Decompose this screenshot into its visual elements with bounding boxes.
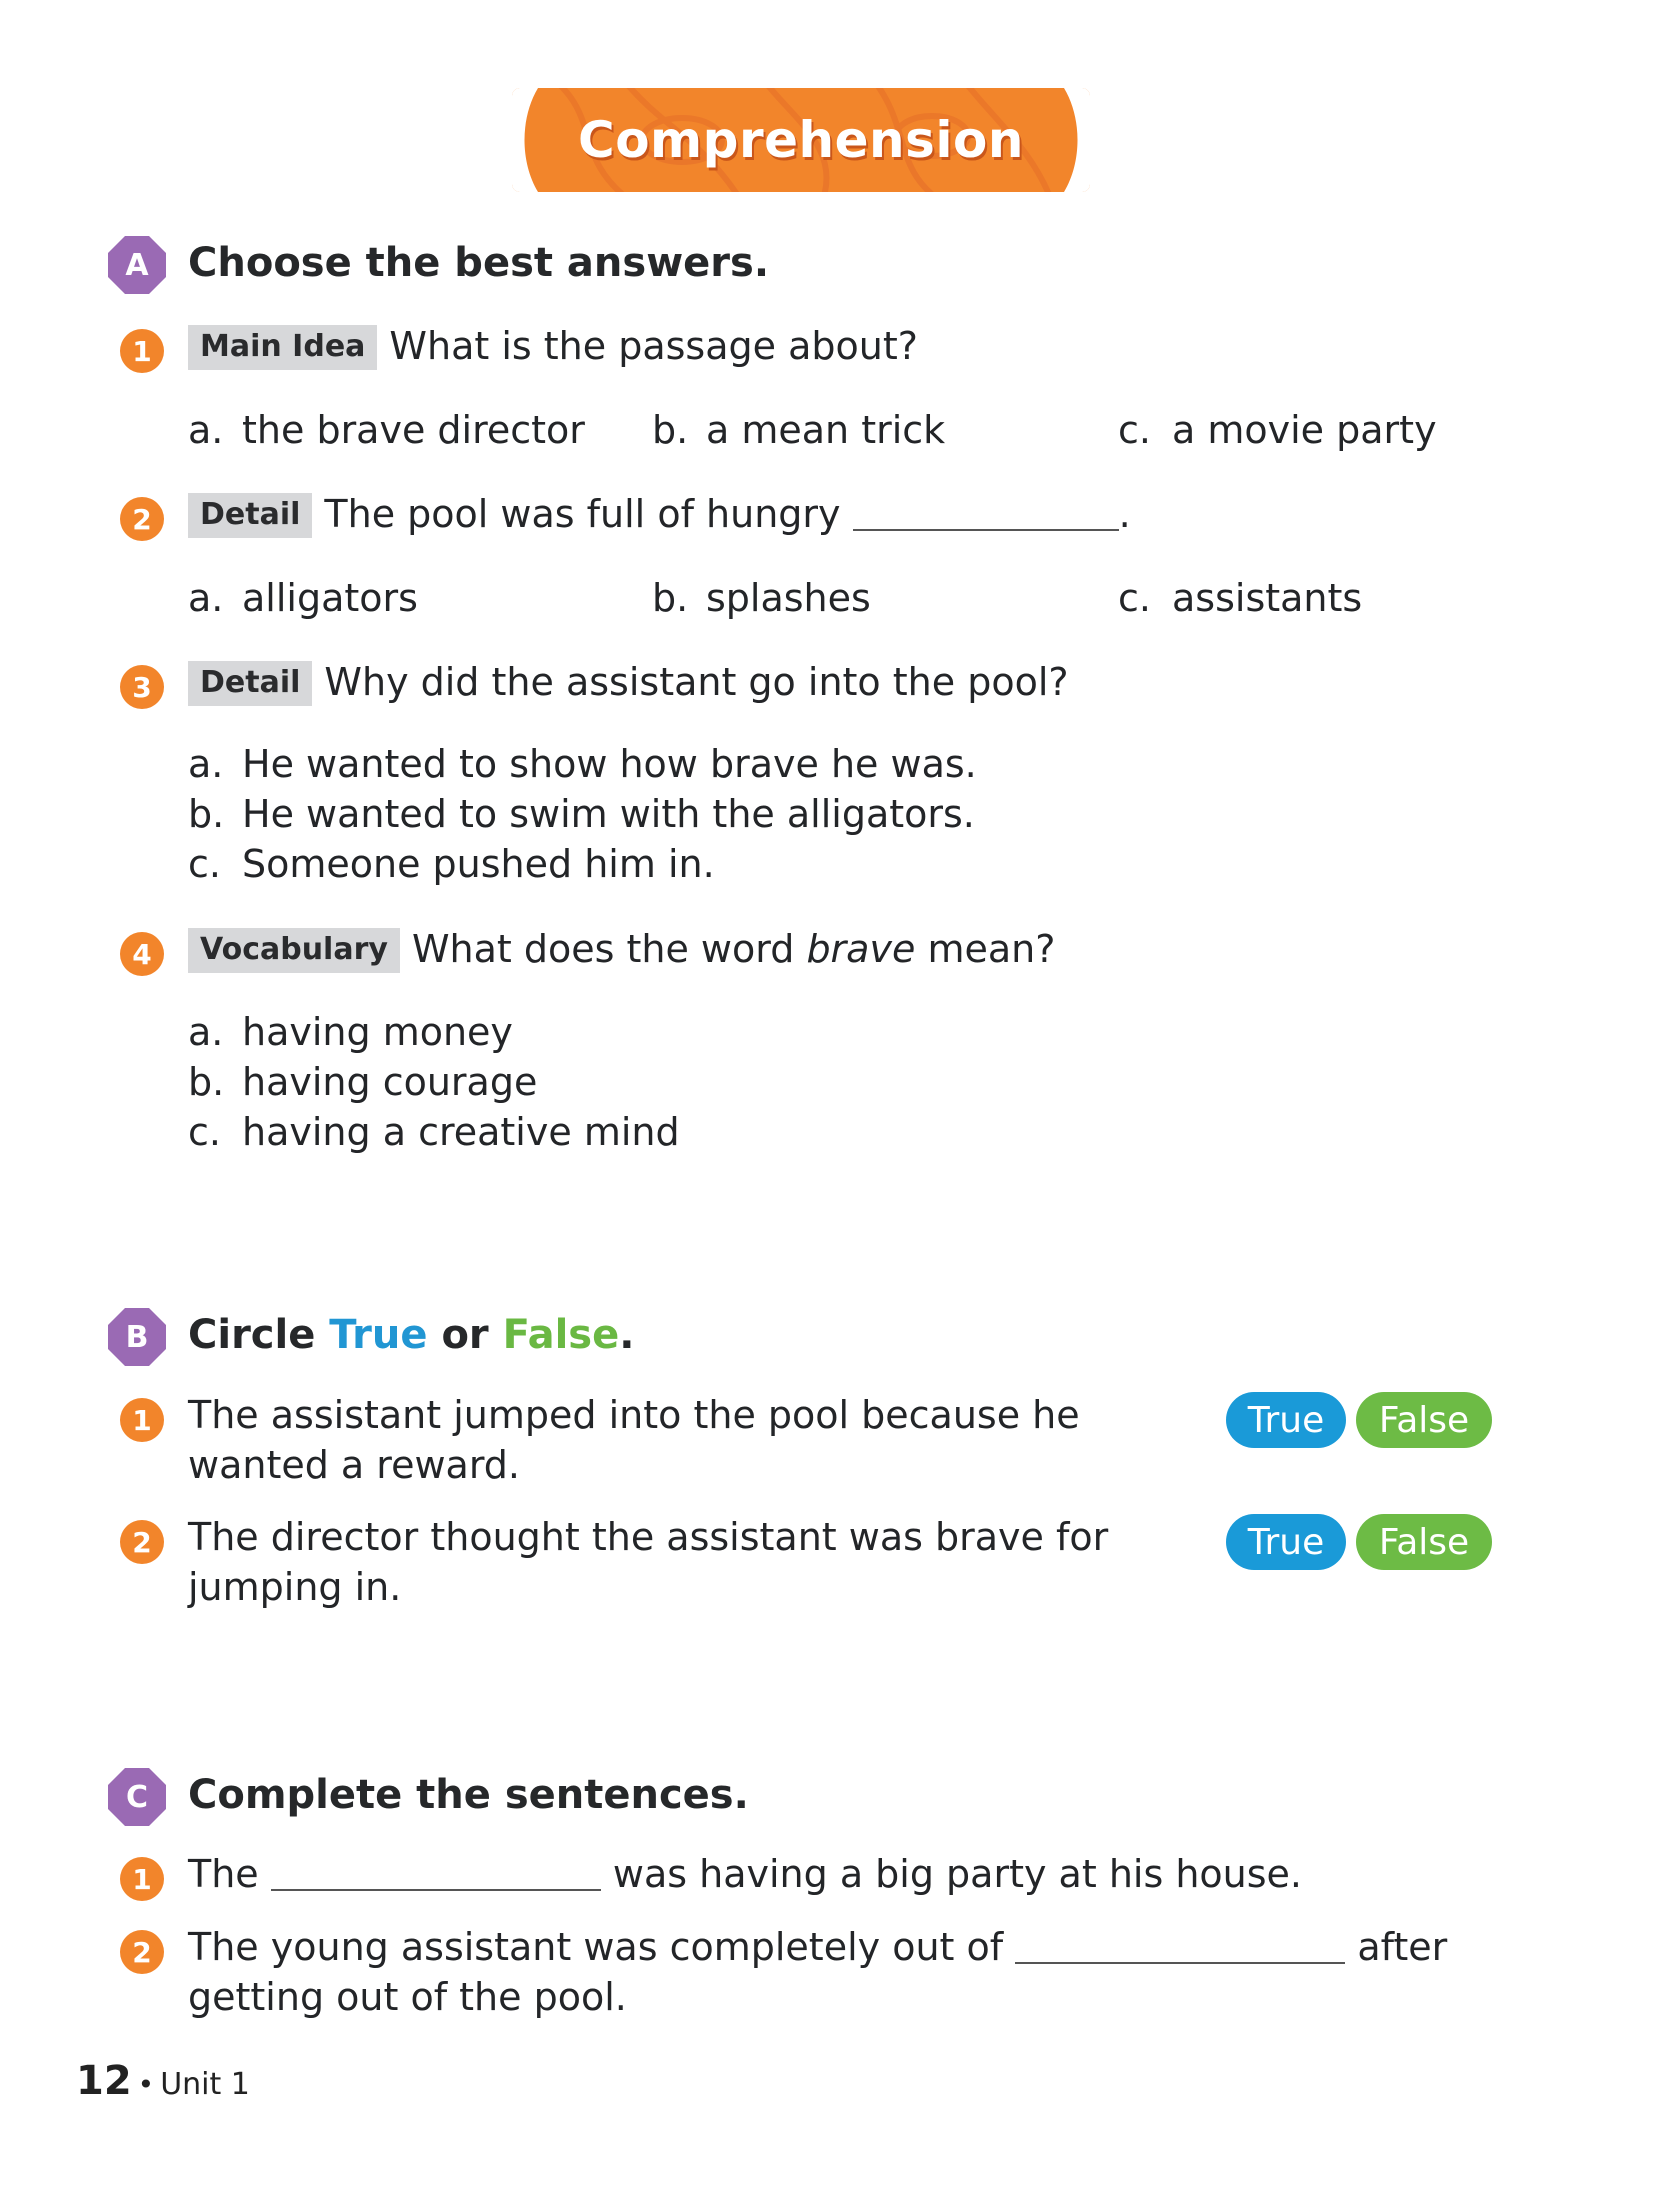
section-a-letter: A <box>125 247 149 283</box>
answer-blank[interactable] <box>1015 1962 1345 1964</box>
section-c-badge <box>108 1768 166 1826</box>
statement-line: The assistant jumped into the pool because he <box>188 1393 1080 1437</box>
sentence-text: The young assistant was completely out of <box>188 1925 1004 1969</box>
page-number: 12 <box>76 2058 132 2104</box>
question-tag: Main Idea <box>188 325 377 370</box>
heading-or-word: or <box>441 1312 489 1358</box>
answer-option[interactable] <box>188 792 975 836</box>
answer-option[interactable] <box>188 1110 680 1154</box>
heading-circle-word: Circle <box>188 1312 316 1358</box>
option-text: a movie party <box>1172 408 1437 452</box>
section-a-badge <box>108 236 166 294</box>
title-banner <box>512 88 1090 192</box>
option-text: the brave director <box>242 408 585 452</box>
answer-option[interactable] <box>188 842 715 886</box>
section-b-badge <box>108 1308 166 1366</box>
option-text: alligators <box>242 576 418 620</box>
option-letter: c. <box>188 842 221 886</box>
heading-false-word: False <box>502 1312 620 1358</box>
question-tag: Detail <box>188 493 312 538</box>
answer-option[interactable] <box>1118 576 1362 620</box>
sentence-text: The <box>188 1852 259 1896</box>
option-letter: a. <box>188 742 224 786</box>
false-button[interactable]: False <box>1356 1392 1492 1448</box>
section-b-letter: B <box>125 1319 149 1355</box>
option-letter: c. <box>1118 408 1151 452</box>
section-c-heading: Complete the sentences. <box>188 1772 749 1818</box>
question-number: 1 <box>120 329 164 373</box>
page-title: Comprehension <box>578 111 1024 169</box>
option-letter: b. <box>188 792 225 836</box>
option-letter: b. <box>652 576 689 620</box>
section-a-heading: Choose the best answers. <box>188 240 770 286</box>
statement-line: jumping in. <box>188 1565 402 1609</box>
heading-period: . <box>619 1312 635 1358</box>
statement-number: 2 <box>120 1520 164 1564</box>
footer-bullet: • <box>137 2068 155 2101</box>
option-letter: a. <box>188 1010 224 1054</box>
heading-true-word: True <box>329 1312 428 1358</box>
option-letter: b. <box>652 408 689 452</box>
false-button[interactable]: False <box>1356 1514 1492 1570</box>
sentence-number: 2 <box>120 1930 164 1974</box>
question-tag: Detail <box>188 661 312 706</box>
question-text-end: mean? <box>927 927 1056 971</box>
answer-blank[interactable] <box>271 1889 601 1891</box>
answer-option[interactable] <box>188 576 418 620</box>
question-3 <box>188 660 1069 706</box>
page-footer <box>76 2058 250 2104</box>
question-number: 4 <box>120 932 164 976</box>
question-number: 3 <box>120 665 164 709</box>
answer-option[interactable] <box>652 408 945 452</box>
sentence-number: 1 <box>120 1857 164 1901</box>
question-text: The pool was full of hungry <box>324 492 841 536</box>
answer-option[interactable] <box>1118 408 1437 452</box>
option-letter: a. <box>188 576 224 620</box>
question-1 <box>188 324 918 370</box>
question-tag: Vocabulary <box>188 928 400 973</box>
answer-option[interactable] <box>652 576 871 620</box>
option-text: a mean trick <box>706 408 946 452</box>
answer-blank[interactable] <box>853 529 1119 531</box>
sentence-1 <box>188 1852 1302 1896</box>
option-text: having courage <box>242 1060 538 1104</box>
question-text: Why did the assistant go into the pool? <box>324 660 1069 704</box>
option-text: assistants <box>1172 576 1363 620</box>
option-letter: c. <box>188 1110 221 1154</box>
option-text: splashes <box>706 576 871 620</box>
answer-option[interactable] <box>188 1060 537 1104</box>
option-text: having a creative mind <box>242 1110 680 1154</box>
true-button[interactable]: True <box>1226 1392 1346 1448</box>
answer-option[interactable] <box>188 742 977 786</box>
unit-label: Unit 1 <box>160 2067 250 2102</box>
question-4 <box>188 927 1055 973</box>
statement-line: The director thought the assistant was brave for <box>188 1515 1109 1559</box>
question-end: . <box>1118 492 1131 536</box>
option-letter: a. <box>188 408 224 452</box>
section-b-heading <box>188 1312 634 1358</box>
question-text: What does the word <box>411 927 795 971</box>
question-italic-word: brave <box>806 927 916 971</box>
option-text: He wanted to swim with the alligators. <box>242 792 975 836</box>
option-text: He wanted to show how brave he was. <box>242 742 977 786</box>
section-c-letter: C <box>125 1779 149 1815</box>
option-letter: b. <box>188 1060 225 1104</box>
question-2 <box>188 492 1131 538</box>
question-number: 2 <box>120 497 164 541</box>
sentence-text-end: was having a big party at his house. <box>612 1852 1303 1896</box>
option-letter: c. <box>1118 576 1151 620</box>
statement-line: wanted a reward. <box>188 1443 520 1487</box>
option-text: having money <box>242 1010 513 1054</box>
option-text: Someone pushed him in. <box>242 842 715 886</box>
sentence-line: getting out of the pool. <box>188 1975 627 2019</box>
answer-option[interactable] <box>188 408 585 452</box>
true-button[interactable]: True <box>1226 1514 1346 1570</box>
answer-option[interactable] <box>188 1010 513 1054</box>
sentence-2 <box>188 1925 1447 1969</box>
question-text: What is the passage about? <box>389 324 918 368</box>
statement-number: 1 <box>120 1398 164 1442</box>
sentence-text-mid: after <box>1357 1925 1448 1969</box>
